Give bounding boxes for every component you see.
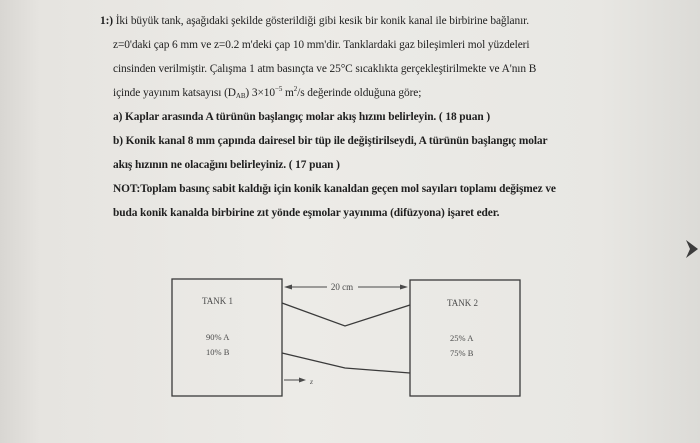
note-line-1: NOT:Toplam basınç sabit kaldığı için konik kanaldan geçen mol sayıları toplamı değişmez ve bbox=[113, 183, 556, 195]
tank-1-composition-a: 90% A bbox=[206, 332, 230, 342]
page-edge-arrow-icon bbox=[684, 238, 700, 260]
tank-2-composition-b: 75% B bbox=[450, 348, 474, 358]
question-part-b-line-1: b) Konik kanal 8 mm çapında dairesel bir tüp ile değiştirilseydi, A türünün başlangıç molar bbox=[113, 135, 548, 147]
question-part-a: a) Kaplar arasında A türünün başlangıç molar akış hızını belirleyin. ( 18 puan ) bbox=[113, 111, 491, 123]
conical-duct-bottom-wall bbox=[282, 353, 410, 373]
question-line-2: z=0'daki çap 6 mm ve z=0.2 m'deki çap 10 mm'dir. Tanklardaki gaz bileşimleri mol yüzdeleri bbox=[113, 39, 530, 51]
z-axis-arrow-icon bbox=[299, 378, 306, 383]
question-line-3: cinsinden verilmiştir. Çalışma 1 atm basınçta ve 25°C sıcaklıkta gerçekleştirilmekte ve A'nın B bbox=[113, 63, 537, 75]
question-line-4: içinde yayınım katsayısı $(D_{AB})$ $3\times 10^{-5}$ $m^2/s$ değerinde olduğuna göre; bbox=[113, 85, 422, 100]
tank-1-composition-b: 10% B bbox=[206, 347, 230, 357]
note-line-2: buda konik kanalda birbirine zıt yönde eşmolar yayınıma (difüzyona) işaret eder. bbox=[113, 207, 500, 219]
conical-duct-top-wall bbox=[282, 303, 410, 326]
question-part-b-line-2: akış hızının ne olacağını belirleyiniz. ( 17 puan ) bbox=[113, 159, 340, 171]
tank-1-title: TANK 1 bbox=[202, 296, 234, 306]
dimension-arrow-right-icon bbox=[400, 285, 408, 290]
z-axis-label: z bbox=[310, 377, 313, 386]
dimension-arrow-left-icon bbox=[284, 285, 292, 290]
question-line-1: 1:) İki büyük tank, aşağıdaki şekilde gösterildiği gibi kesik bir konik kanal ile birbirine bağlanır. bbox=[100, 15, 529, 27]
tank-2-title: TANK 2 bbox=[447, 298, 479, 308]
tank-2-composition-a: 25% A bbox=[450, 333, 474, 343]
duct-length-label: 20 cm bbox=[330, 282, 354, 292]
